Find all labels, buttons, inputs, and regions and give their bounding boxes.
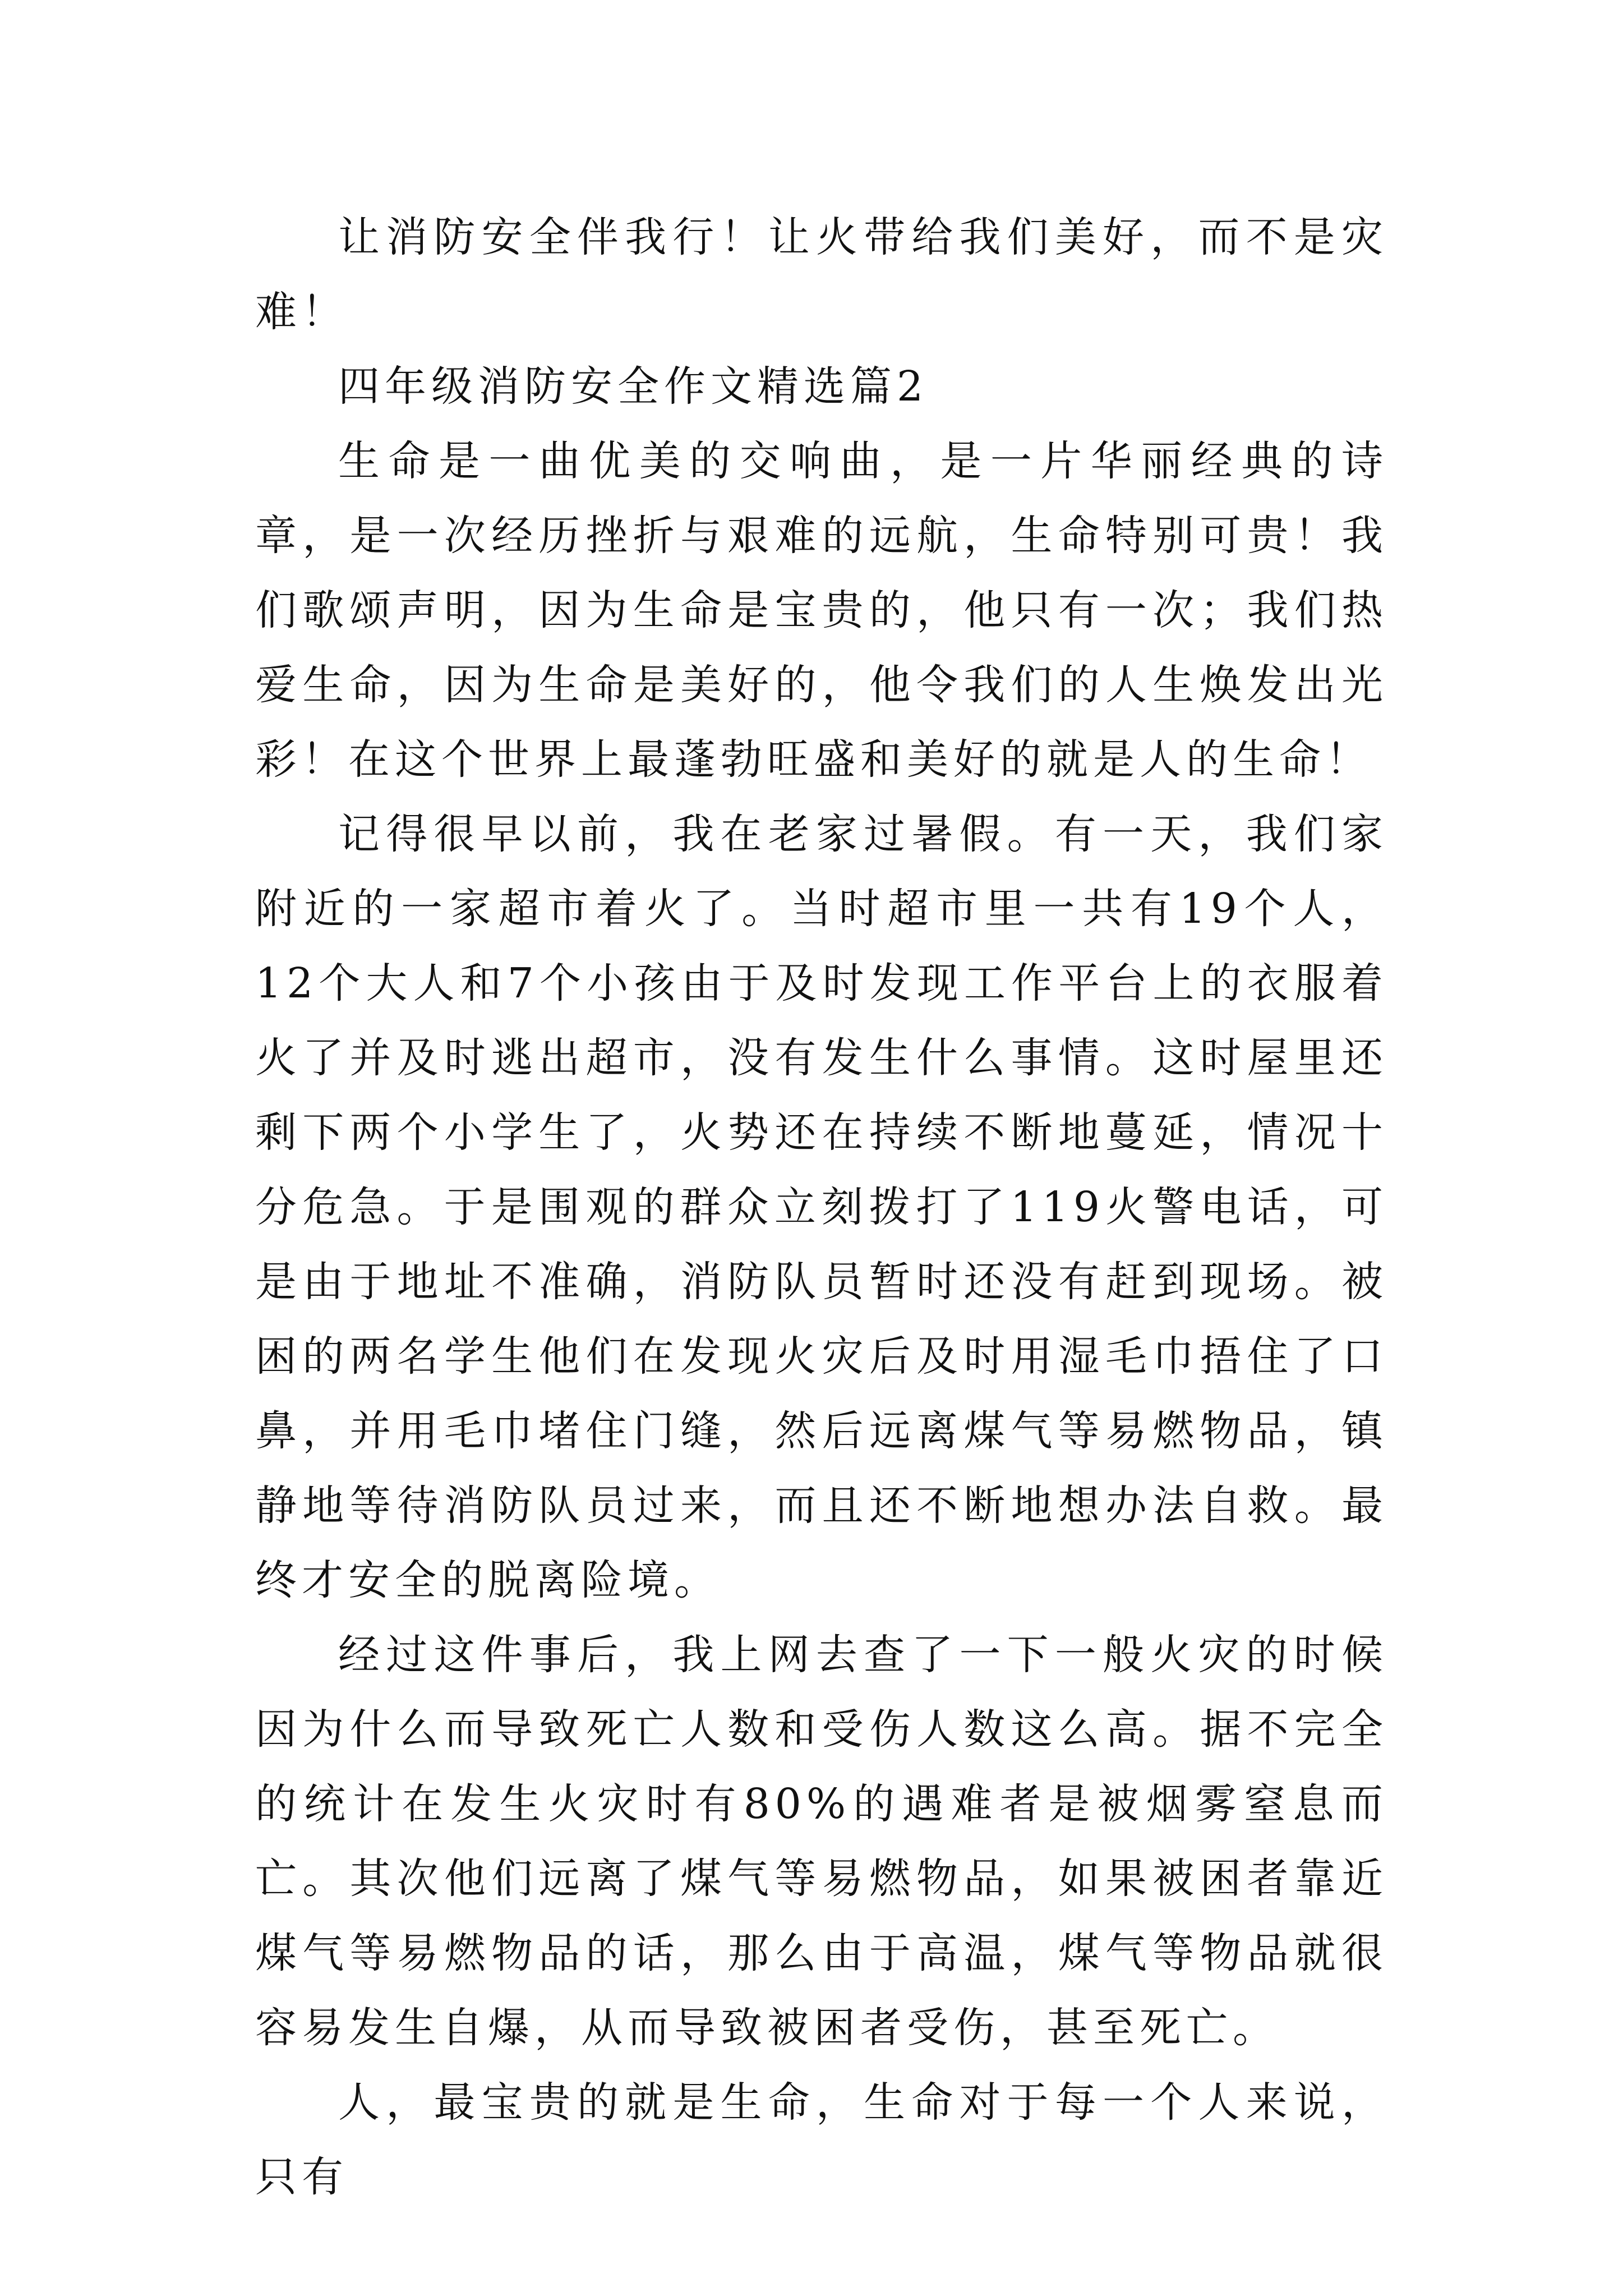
closing-line: 让消防安全伴我行！让火带给我们美好，而不是灾难！ [255,213,1388,336]
document-body [255,200,1388,2215]
paragraph-life: 生命是一曲优美的交响曲，是一片华丽经典的诗章，是一次经历挫折与艰难的远航，生命特别可贵！我们歌颂声明，因为生命是宝贵的，他只有一次；我们热爱生命，因为生命是美好的，他令我们的人生焕发出光彩！在这个世界上最蓬勃旺盛和美好的就是人的生命！ [255,437,1388,784]
paragraph-statistics: 经过这件事后，我上网去查了一下一般火灾的时候因为什么而导致死亡人数和受伤人数这么高。据不完全的统计在发生火灾时有80%的遇难者是被烟雾窒息而亡。其次他们远离了煤气等易燃物品，如果被困者靠近煤气等易燃物品的话，那么由于高温，煤气等物品就很容易发生自爆，从而导致被困者受伤，甚至死亡。 [255,1631,1388,2052]
paragraph-supermarket-fire: 记得很早以前，我在老家过暑假。有一天，我们家附近的一家超市着火了。当时超市里一共有19个人，12个大人和7个小孩由于及时发现工作平台上的衣服着火了并及时逃出超市，没有发生什么事情。这时屋里还剩下两个小学生了，火势还在持续不断地蔓延，情况十分危急。于是围观的群众立刻拨打了119火警电话，可是由于地址不准确，消防队员暂时还没有赶到现场。被困的两名学生他们在发现火灾后及时用湿毛巾捂住了口鼻，并用毛巾堵住门缝，然后远离煤气等易燃物品，镇静地等待消防队员过来，而且还不断地想办法自救。最终才安全的脱离险境。 [255,810,1388,1604]
section-heading: 四年级消防安全作文精选篇2 [338,362,929,411]
paragraph-precious-life: 人，最宝贵的就是生命，生命对于每一个人来说，只有 [255,2078,1388,2201]
